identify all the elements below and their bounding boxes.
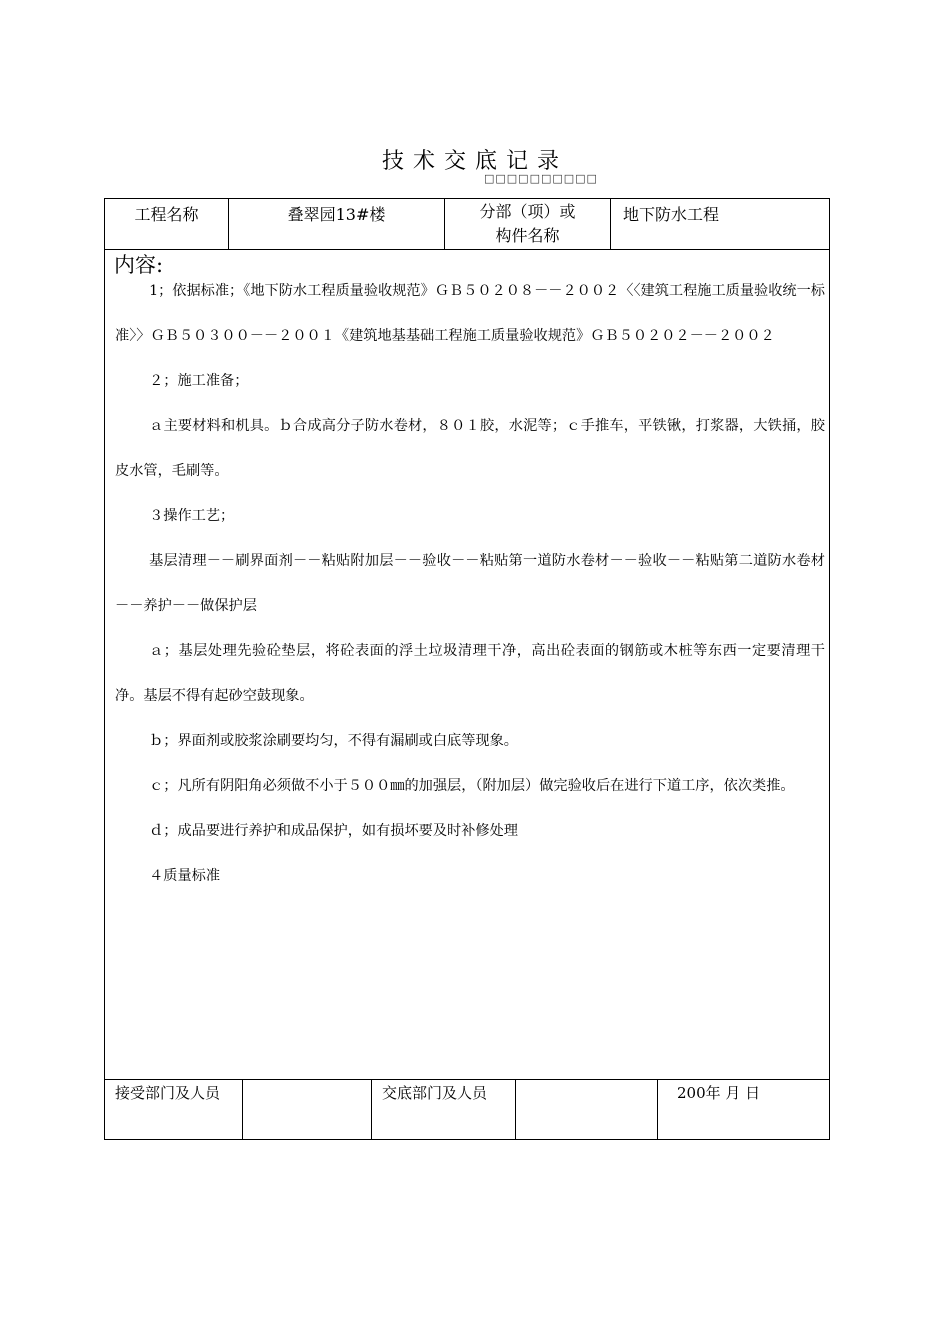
paragraph-process-flow: 基层清理－－刷界面剂－－粘贴附加层－－验收－－粘贴第一道防水卷材－－验收－－粘贴第二道防水卷材－－养护－－做保护层 [115, 553, 825, 614]
project-name-label: 工程名称 [105, 199, 229, 249]
content-label: 内容: [114, 253, 164, 277]
paragraph-quality-heading: ４质量标准 [149, 868, 221, 884]
part-name-label [445, 199, 611, 249]
paragraph-step-c: ｃ；凡所有阴阳角必须做不小于５００㎜的加强层，（附加层）做完验收后在进行下道工序，依次类推。 [149, 778, 795, 794]
project-name-value: 叠翠园13#楼 [229, 199, 445, 249]
receiver-value [243, 1079, 372, 1139]
receiver-label: 接受部门及人员 [105, 1079, 243, 1139]
paragraph-step-d: ｄ；成品要进行养护和成品保护，如有损坏要及时补修处理 [149, 823, 518, 839]
paragraph-step-b: ｂ；界面剂或胶浆涂刷要均匀，不得有漏刷或白底等现象。 [149, 733, 518, 749]
content-section [105, 249, 829, 1080]
paragraph-preparation-heading: ２；施工准备； [149, 373, 249, 389]
part-name-label-line1: 分部（项）或 [479, 202, 576, 221]
issuer-label: 交底部门及人员 [372, 1079, 516, 1139]
issuer-value [516, 1079, 658, 1139]
content-body [115, 269, 825, 899]
paragraph-step-a: ａ；基层处理先验砼垫层，将砼表面的浮土垃圾清理干净，高出砼表面的钢筋或木桩等东西一定要清理干净。基层不得有起砂空鼓现象。 [115, 643, 825, 704]
paragraph-standards: 1；依据标准；《地下防水工程质量验收规范》ＧＢ５０２０８－－２００２〈〈建筑工程施工质量验收统一标准〉〉ＧＢ５０３００－－２００１《建筑地基基础工程施工质量验收规范》ＧＢ５０２０２－－２００２ [115, 283, 825, 344]
header-row [105, 199, 829, 250]
paragraph-process-heading: ３操作工艺； [149, 508, 235, 524]
document-subtitle: □□□□□□□□□□ [484, 172, 598, 185]
document-title: 技术交底记录 [381, 149, 568, 174]
record-table [104, 198, 830, 1140]
signature-row [105, 1079, 829, 1139]
date-field: 200年 月 日 [677, 1084, 761, 1102]
part-name-label-line2: 构件名称 [495, 226, 560, 245]
paragraph-materials: ａ主要材料和机具。ｂ合成高分子防水卷材，８０１胶，水泥等；ｃ手推车，平铁锹，打浆器，大铁捅，胶皮水管，毛刷等。 [115, 418, 825, 479]
part-name-value: 地下防水工程 [623, 205, 720, 224]
